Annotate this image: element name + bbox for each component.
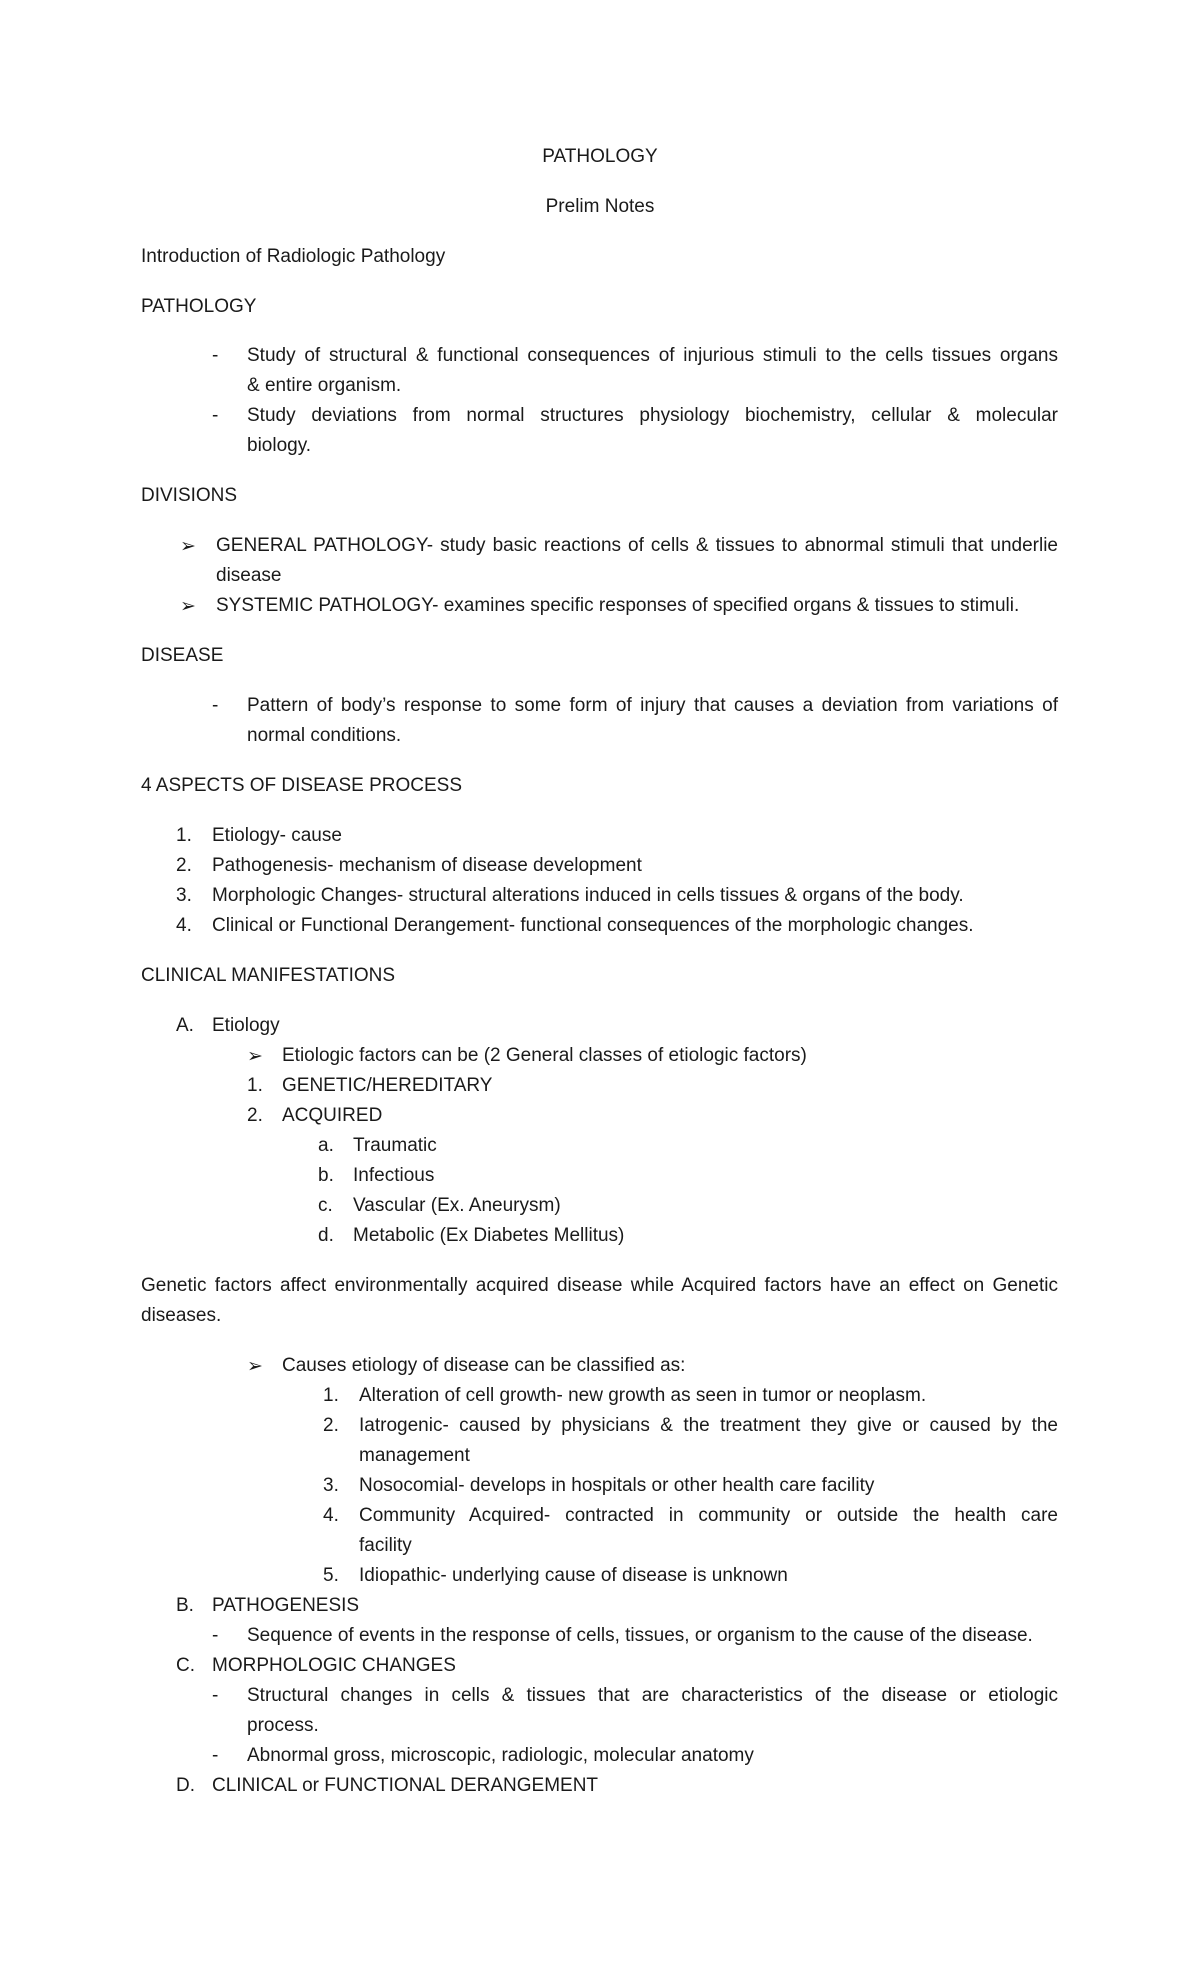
list-number: 1. <box>176 825 192 846</box>
list-letter: c. <box>318 1195 333 1216</box>
pathology-item-2-line-1: Study deviations from normal structures physiology biochemistry, cellular & molecular <box>247 405 1058 426</box>
morphologic-item-1-line-2: process. <box>247 1715 319 1736</box>
divisions-item-1-line-2: disease <box>216 565 282 586</box>
morphologic-item-2: Abnormal gross, microscopic, radiologic, molecular anatomy <box>247 1745 754 1766</box>
acquired-type-a: Traumatic <box>353 1135 437 1156</box>
arrow-bullet-icon: ➢ <box>180 595 196 617</box>
acquired-type-b: Infectious <box>353 1165 435 1186</box>
list-letter: A. <box>176 1015 194 1036</box>
list-letter: b. <box>318 1165 334 1186</box>
list-letter: B. <box>176 1595 194 1616</box>
genetic-paragraph-line-1: Genetic factors affect environmentally acquired disease while Acquired factors have an effect on Genetic <box>141 1275 1058 1296</box>
pathogenesis-item: Sequence of events in the response of cells, tissues, or organism to the cause of the disease. <box>247 1625 1033 1646</box>
doc-title: PATHOLOGY <box>542 146 658 167</box>
list-letter: C. <box>176 1655 195 1676</box>
list-number: 1. <box>323 1385 339 1406</box>
list-number: 4. <box>176 915 192 936</box>
etiology-bullet: Etiologic factors can be (2 General classes of etiologic factors) <box>282 1045 807 1066</box>
arrow-bullet-icon: ➢ <box>247 1045 263 1067</box>
pathogenesis-heading: PATHOGENESIS <box>212 1595 360 1616</box>
clinical-heading: CLINICAL MANIFESTATIONS <box>141 965 396 986</box>
list-number: 4. <box>323 1505 339 1526</box>
divisions-heading: DIVISIONS <box>141 485 238 506</box>
list-number: 3. <box>323 1475 339 1496</box>
causes-bullet: Causes etiology of disease can be classified as: <box>282 1355 686 1376</box>
etiology-class-1: GENETIC/HEREDITARY <box>282 1075 493 1096</box>
aspect-item-3: Morphologic Changes- structural alterations induced in cells tissues & organs of the body. <box>212 885 964 906</box>
doc-subtitle: Prelim Notes <box>545 196 655 217</box>
aspect-item-1: Etiology- cause <box>212 825 342 846</box>
aspects-heading: 4 ASPECTS OF DISEASE PROCESS <box>141 775 462 796</box>
pathology-item-1-line-1: Study of structural & functional consequences of injurious stimuli to the cells tissues organs <box>247 345 1058 366</box>
dash-marker: - <box>212 1745 219 1766</box>
genetic-paragraph-line-2: diseases. <box>141 1305 222 1326</box>
arrow-bullet-icon: ➢ <box>247 1355 263 1377</box>
dash-marker: - <box>212 405 219 426</box>
divisions-item-1-line-1: GENERAL PATHOLOGY- study basic reactions of cells & tissues to abnormal stimuli that underlie <box>216 535 1058 556</box>
dash-marker: - <box>212 345 219 366</box>
etiology-class-2: ACQUIRED <box>282 1105 383 1126</box>
acquired-type-c: Vascular (Ex. Aneurysm) <box>353 1195 561 1216</box>
morphologic-heading: MORPHOLOGIC CHANGES <box>212 1655 456 1676</box>
acquired-type-d: Metabolic (Ex Diabetes Mellitus) <box>353 1225 625 1246</box>
list-number: 3. <box>176 885 192 906</box>
morphologic-item-1-line-1: Structural changes in cells & tissues that are characteristics of the disease or etiologic <box>247 1685 1058 1706</box>
aspect-item-4: Clinical or Functional Derangement- functional consequences of the morphologic changes. <box>212 915 974 936</box>
list-number: 2. <box>176 855 192 876</box>
etiology-heading: Etiology <box>212 1015 280 1036</box>
intro-heading: Introduction of Radiologic Pathology <box>141 246 446 267</box>
aspect-item-2: Pathogenesis- mechanism of disease development <box>212 855 642 876</box>
list-number: 2. <box>247 1105 263 1126</box>
list-number: 2. <box>323 1415 339 1436</box>
pathology-item-1-line-2: & entire organism. <box>247 375 402 396</box>
dash-marker: - <box>212 695 219 716</box>
list-letter: D. <box>176 1775 195 1796</box>
list-letter: d. <box>318 1225 334 1246</box>
list-letter: a. <box>318 1135 334 1156</box>
list-number: 1. <box>247 1075 263 1096</box>
cause-3: Nosocomial- develops in hospitals or other health care facility <box>359 1475 875 1496</box>
cause-2-line-1: Iatrogenic- caused by physicians & the treatment they give or caused by the <box>359 1415 1058 1436</box>
cause-1: Alteration of cell growth- new growth as seen in tumor or neoplasm. <box>359 1385 927 1406</box>
disease-heading: DISEASE <box>141 645 224 666</box>
disease-item-line-2: normal conditions. <box>247 725 402 746</box>
disease-item-line-1: Pattern of body’s response to some form of injury that causes a deviation from variations of <box>247 695 1058 716</box>
pathology-heading: PATHOLOGY <box>141 296 257 317</box>
derangement-heading: CLINICAL or FUNCTIONAL DERANGEMENT <box>212 1775 599 1796</box>
cause-2-line-2: management <box>359 1445 470 1466</box>
divisions-item-2: SYSTEMIC PATHOLOGY- examines specific responses of specified organs & tissues to stimuli. <box>216 595 1020 616</box>
arrow-bullet-icon: ➢ <box>180 535 196 557</box>
list-number: 5. <box>323 1565 339 1586</box>
pathology-item-2-line-2: biology. <box>247 435 312 456</box>
cause-4-line-1: Community Acquired- contracted in community or outside the health care <box>359 1505 1058 1526</box>
cause-4-line-2: facility <box>359 1535 412 1556</box>
dash-marker: - <box>212 1625 219 1646</box>
dash-marker: - <box>212 1685 219 1706</box>
cause-5: Idiopathic- underlying cause of disease is unknown <box>359 1565 788 1586</box>
